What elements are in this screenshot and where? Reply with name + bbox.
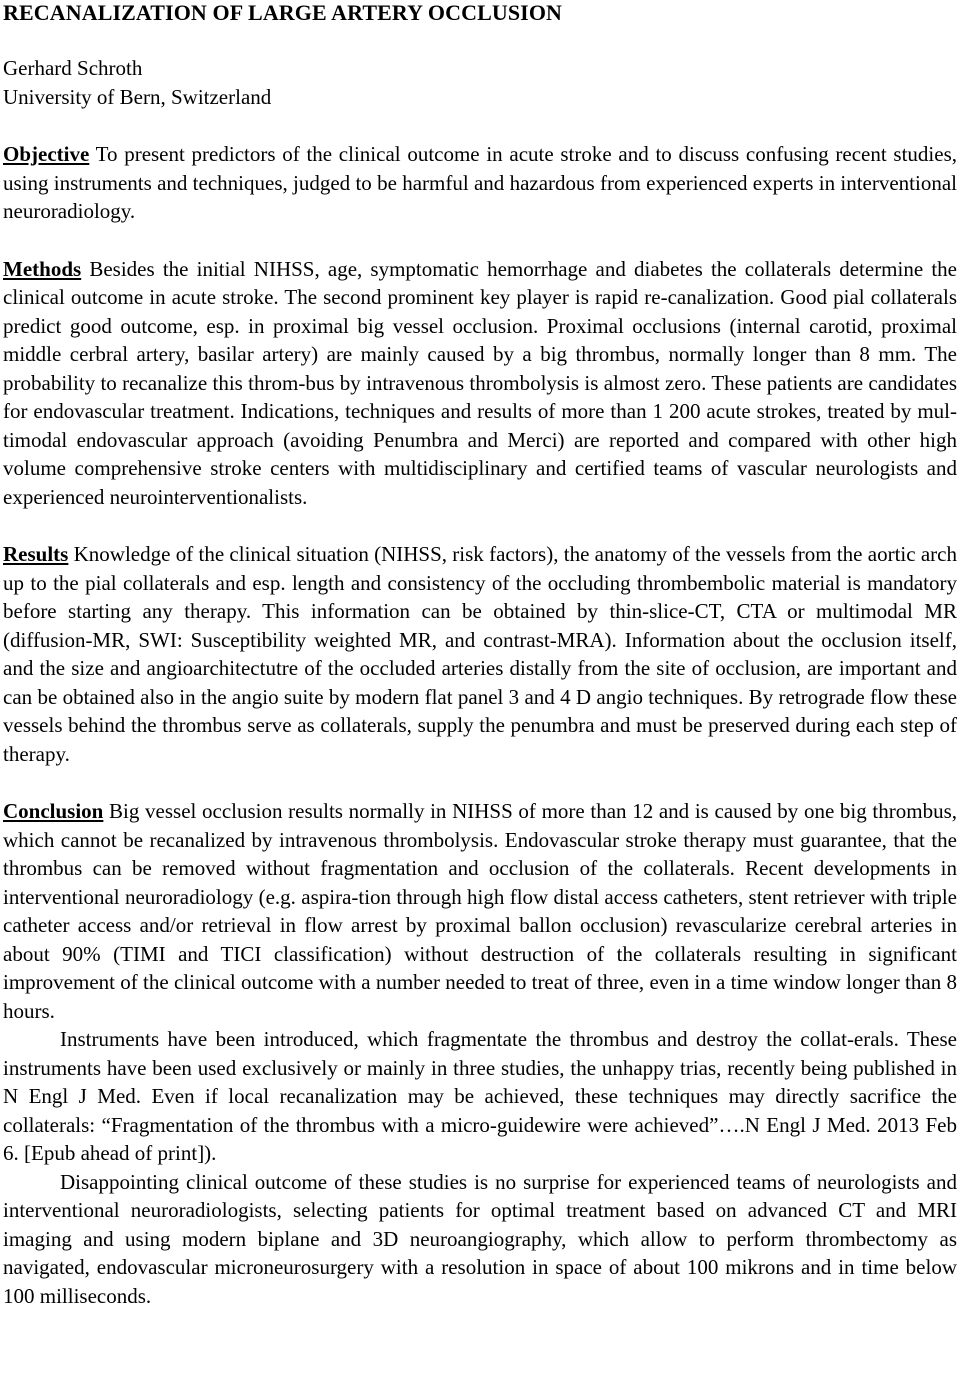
- author-affiliation: University of Bern, Switzerland: [3, 85, 272, 109]
- author-block: [3, 54, 957, 112]
- results-text: Knowledge of the clinical situation (NIHSS, risk factors), the anatomy of the vessels from the aortic arch up to the pial collaterals and esp. length and consistency of the occluding thrombembolic material is mandatory before starting any therapy. This information can be obtained by thin-slice-CT, CTA or multimodal MR (diffusion-MR, SWI: Susceptibility weighted MR, and contrast-MRA). Information about the occlusion itself, and the size and angioarchitectutre of the occluded arteries distally from the site of occlusion, are important and can be obtained also in the angio suite by modern flat panel 3 and 4 D angio techniques. By retrograde flow these vessels behind the thrombus serve as collaterals, supply the penumbra and must be preserved during each step of therapy.: [3, 542, 957, 766]
- objective-paragraph: [3, 140, 957, 226]
- conclusion-paragraph-3: Disappointing clinical outcome of these studies is no surprise for experienced teams of neurologists and interventional neuroradiologists, selecting patients for optimal treatment based on advanced CT and MRI imaging and using modern biplane and 3D neuroangiography, which allow to perform thrombectomy as navigated, endovascular microneurosurgery with a resolution in space of about 100 mikrons and in time below 100 milliseconds.: [3, 1169, 957, 1308]
- methods-paragraph: [3, 255, 957, 512]
- document-title: RECANALIZATION OF LARGE ARTERY OCCLUSION: [3, 0, 563, 25]
- methods-label: Methods: [3, 256, 82, 281]
- methods-text: Besides the initial NIHSS, age, symptomatic hemorrhage and diabetes the collaterals determine the clinical outcome in acute stroke. The second prominent key player is rapid re-canalization. Good pial collaterals predict good outcome, esp. in proximal big vessel occlusion. Proximal occlusions (internal carotid, proximal middle cerbral artery, basilar artery) are mainly caused by a big thrombus, normally longer than 8 mm. The probability to recanalize this throm-bus by intravenous thrombolysis is almost zero. These patients are candidates for endovascular treatment. Indications, techniques and results of more than 1 200 acute strokes, treated by mul-timodal endovascular approach (avoiding Penumbra and Merci) are reported and compared with other high volume comprehensive stroke centers with multidisciplinary and certified teams of vascular neurologists and experienced neurointerventionalists.: [3, 256, 957, 509]
- objective-text: To present predictors of the clinical outcome in acute stroke and to discuss confusing recent studies, using instruments and techniques, judged to be harmful and hazardous from experienced experts in interventional neuroradiology.: [3, 142, 957, 223]
- conclusion-paragraph-2: Instruments have been introduced, which fragmentate the thrombus and destroy the collat-erals. These instruments have been used exclusively or mainly in three studies, the unhappy trias, recently being published in N Engl J Med. Even if local recanalization may be achieved, these techniques may directly sacrifice the collaterals: “Fragmentation of the thrombus with a micro-guidewire were achieved”….N Engl J Med. 2013 Feb 6. [Epub ahead of print]).: [3, 1027, 957, 1165]
- objective-label: Objective: [3, 142, 90, 166]
- conclusion-text: Big vessel occlusion results normally in NIHSS of more than 12 and is caused by one big thrombus, which cannot be recanalized by intravenous thrombolysis. Endovascular stroke therapy must guarantee, that the thrombus can be removed without fragmentation and occlusion of the collaterals. Recent developments in interventional neuroradiology (e.g. aspira-tion through high flow distal access catheters, stent retriever with triple catheter access and/or retrieval in flow arrest by proximal ballon occlusion) revascularize cerebral arteries in about 90% (TIMI and TICI classification) without destruction of the collaterals resulting in significant improvement of the clinical outcome with a number needed to treat of three, even in a time window longer than 8 hours.: [3, 799, 957, 1023]
- results-label: Results: [3, 542, 69, 566]
- conclusion-label: Conclusion: [3, 799, 104, 823]
- results-paragraph: [3, 540, 957, 768]
- author-name: Gerhard Schroth: [3, 56, 143, 80]
- conclusion-paragraph: [3, 797, 957, 1025]
